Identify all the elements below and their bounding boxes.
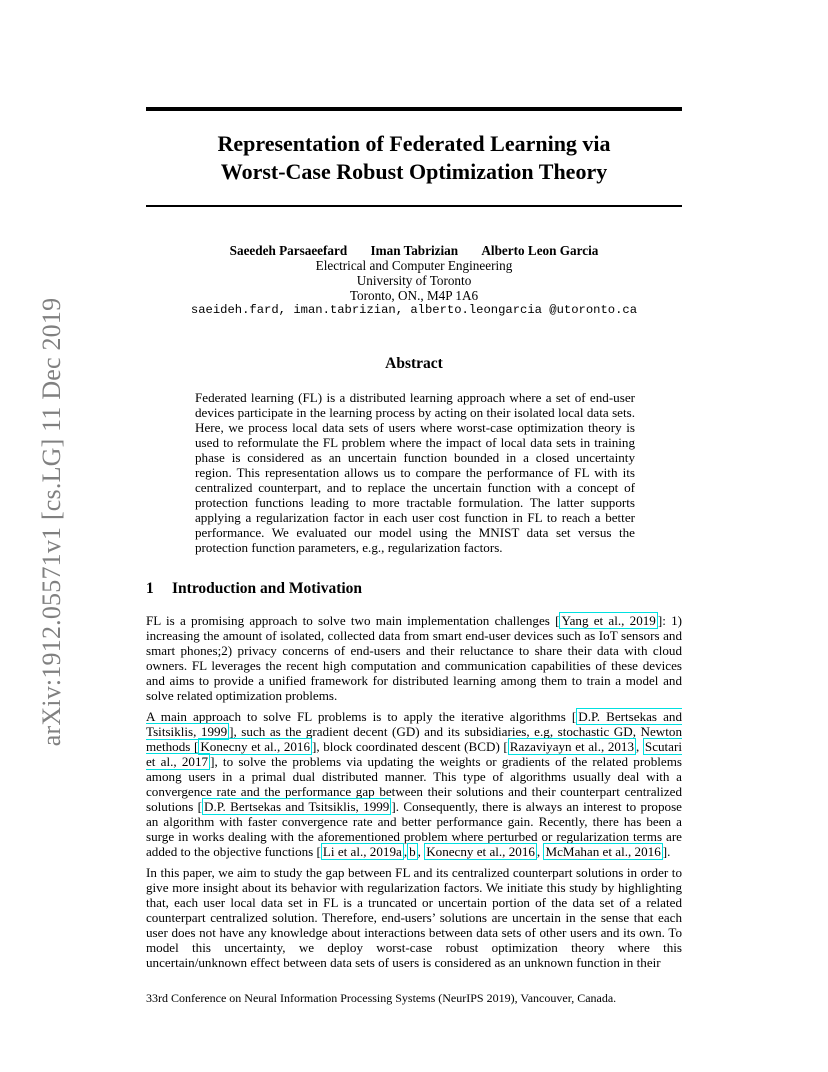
text-span: ]. [662,844,671,859]
section-number: 1 [146,580,154,597]
author-1: Saeedeh Parsaeefard [229,243,348,258]
conference-footnote: 33rd Conference on Neural Information Processing Systems (NeurIPS 2019), Vancouver, Canada. [146,991,617,1005]
paragraph-3: In this paper, we aim to study the gap between FL and its centralized counterpart solutions in order to give more insight about its behavior with regularization factors. We initiate this study by highlighting that, each user local data set in FL is a truncated or uncertain portion of the data set of a related counterpart centralized solution. Therefore, end-users’ solutions are uncertain in the sense that each user does not have any knowledge about interactions between data sets of other users and its own. To model this uncertainty, we deploy worst-case robust optimization theory where this uncertain/unknown effect between data sets of users is considered as an unknown function in their [146,865,682,970]
citation-link[interactable]: McMahan et al., 2016 [545,844,661,859]
citation-link[interactable]: Scutari et al., 2017 [146,739,682,769]
paper-title [146,130,682,186]
title-line-1: Representation of Federated Learning via [217,131,611,156]
citation-link[interactable]: D.P. Bertsekas and Tsitsiklis, 1999 [146,709,682,739]
text-span: , [636,739,643,754]
author-department: Electrical and Computer Engineering [315,258,513,273]
text-span: , [536,844,544,859]
arxiv-identifier-stamp: arXiv:1912.05571v1 [cs.LG] 11 Dec 2019 [37,297,66,747]
citation-link[interactable]: D.P. Bertsekas and Tsitsiklis, 1999 [204,799,390,814]
citation-link[interactable]: Konecny et al., 2016 [426,844,535,859]
citation-link[interactable]: Razaviyayn et al., 2013 [509,739,635,754]
author-names [146,243,682,258]
author-block [146,243,682,318]
section-body [146,613,682,976]
text-span: , [403,844,408,859]
citation-link[interactable]: Li et al., 2019a [322,844,402,859]
paragraph-1 [146,613,682,703]
title-line-2: Worst-Case Robust Optimization Theory [220,159,608,184]
citation-link[interactable]: Konecny et al., 2016 [200,739,311,754]
abstract-heading: Abstract [385,355,443,372]
text-span: ]: 1) increasing the amount of isolated, collected data from smart end-user devices such as IoT sensors and smart phones;2) privacy concerns of end-users and their reluctance to share their data with cloud owners. FL leverages the recent high computation and communication capabilities of these devices and aims to provide a unified framework for distributed learning among them to train a model and solve related optimization problems. [146,613,682,703]
paragraph-2 [146,709,682,859]
citation-link[interactable]: b [409,844,416,859]
text-span: , [417,844,425,859]
abstract-text: Federated learning (FL) is a distributed learning approach where a set of end-user devices participate in the learning process by acting on their isolated local data sets. Here, we process local data sets of users where worst-case optimization theory is used to reformulate the FL problem where the impact of local data sets in training phase is considered as an uncertain function bounded in a closed uncertainty region. This representation allows us to compare the performance of FL with its centralized counterpart, and to replace the uncertain function with a concept of protection functions leading to more tractable formulation. The latter supports applying a regularization factor in each user cost function in FL to reach a better performance. We evaluated our model using the MNIST data set versus the protection function parameters, e.g., regularization factors. [195,390,635,555]
text-span: ], to solve the problems via updating the weights or gradients of the related problems among users in a primal dual distributed manner. This type of algorithms usually deal with a convergence rate and the performance gap between their solutions and their counterpart centralized solutions [ [146,754,682,814]
text-span: A main approach to solve FL problems is to apply the iterative algorithms [ [146,709,577,724]
author-2: Iman Tabrizian [370,243,459,258]
author-3: Alberto Leon Garcia [481,243,599,258]
text-span: ], block coordinated descent (BCD) [ [312,739,508,754]
text-span: ]. Consequently, there is always an interest to propose an algorithm with faster convergence rate and better performance gain. Recently, there has been a surge in works dealing with the aforementioned problem where perturbed or regularization terms are added to the objective functions [ [146,799,682,859]
section-heading [146,580,682,598]
text-span: FL is a promising approach to solve two main implementation challenges [ [146,613,560,628]
author-emails: saeideh.fard, iman.tabrizian, alberto.leongarcia @utoronto.ca [190,303,638,317]
title-top-rule [146,107,682,111]
citation-link[interactable]: Yang et al., 2019 [561,613,656,628]
title-bottom-rule [146,205,682,207]
section-title: Introduction and Motivation [172,580,363,597]
author-address: Toronto, ON., M4P 1A6 [349,288,479,303]
author-university: University of Toronto [356,273,472,288]
text-span: ], such as the gradient decent (GD) and its subsidiaries, e.g, stochastic GD, Newton methods [ [146,724,682,754]
